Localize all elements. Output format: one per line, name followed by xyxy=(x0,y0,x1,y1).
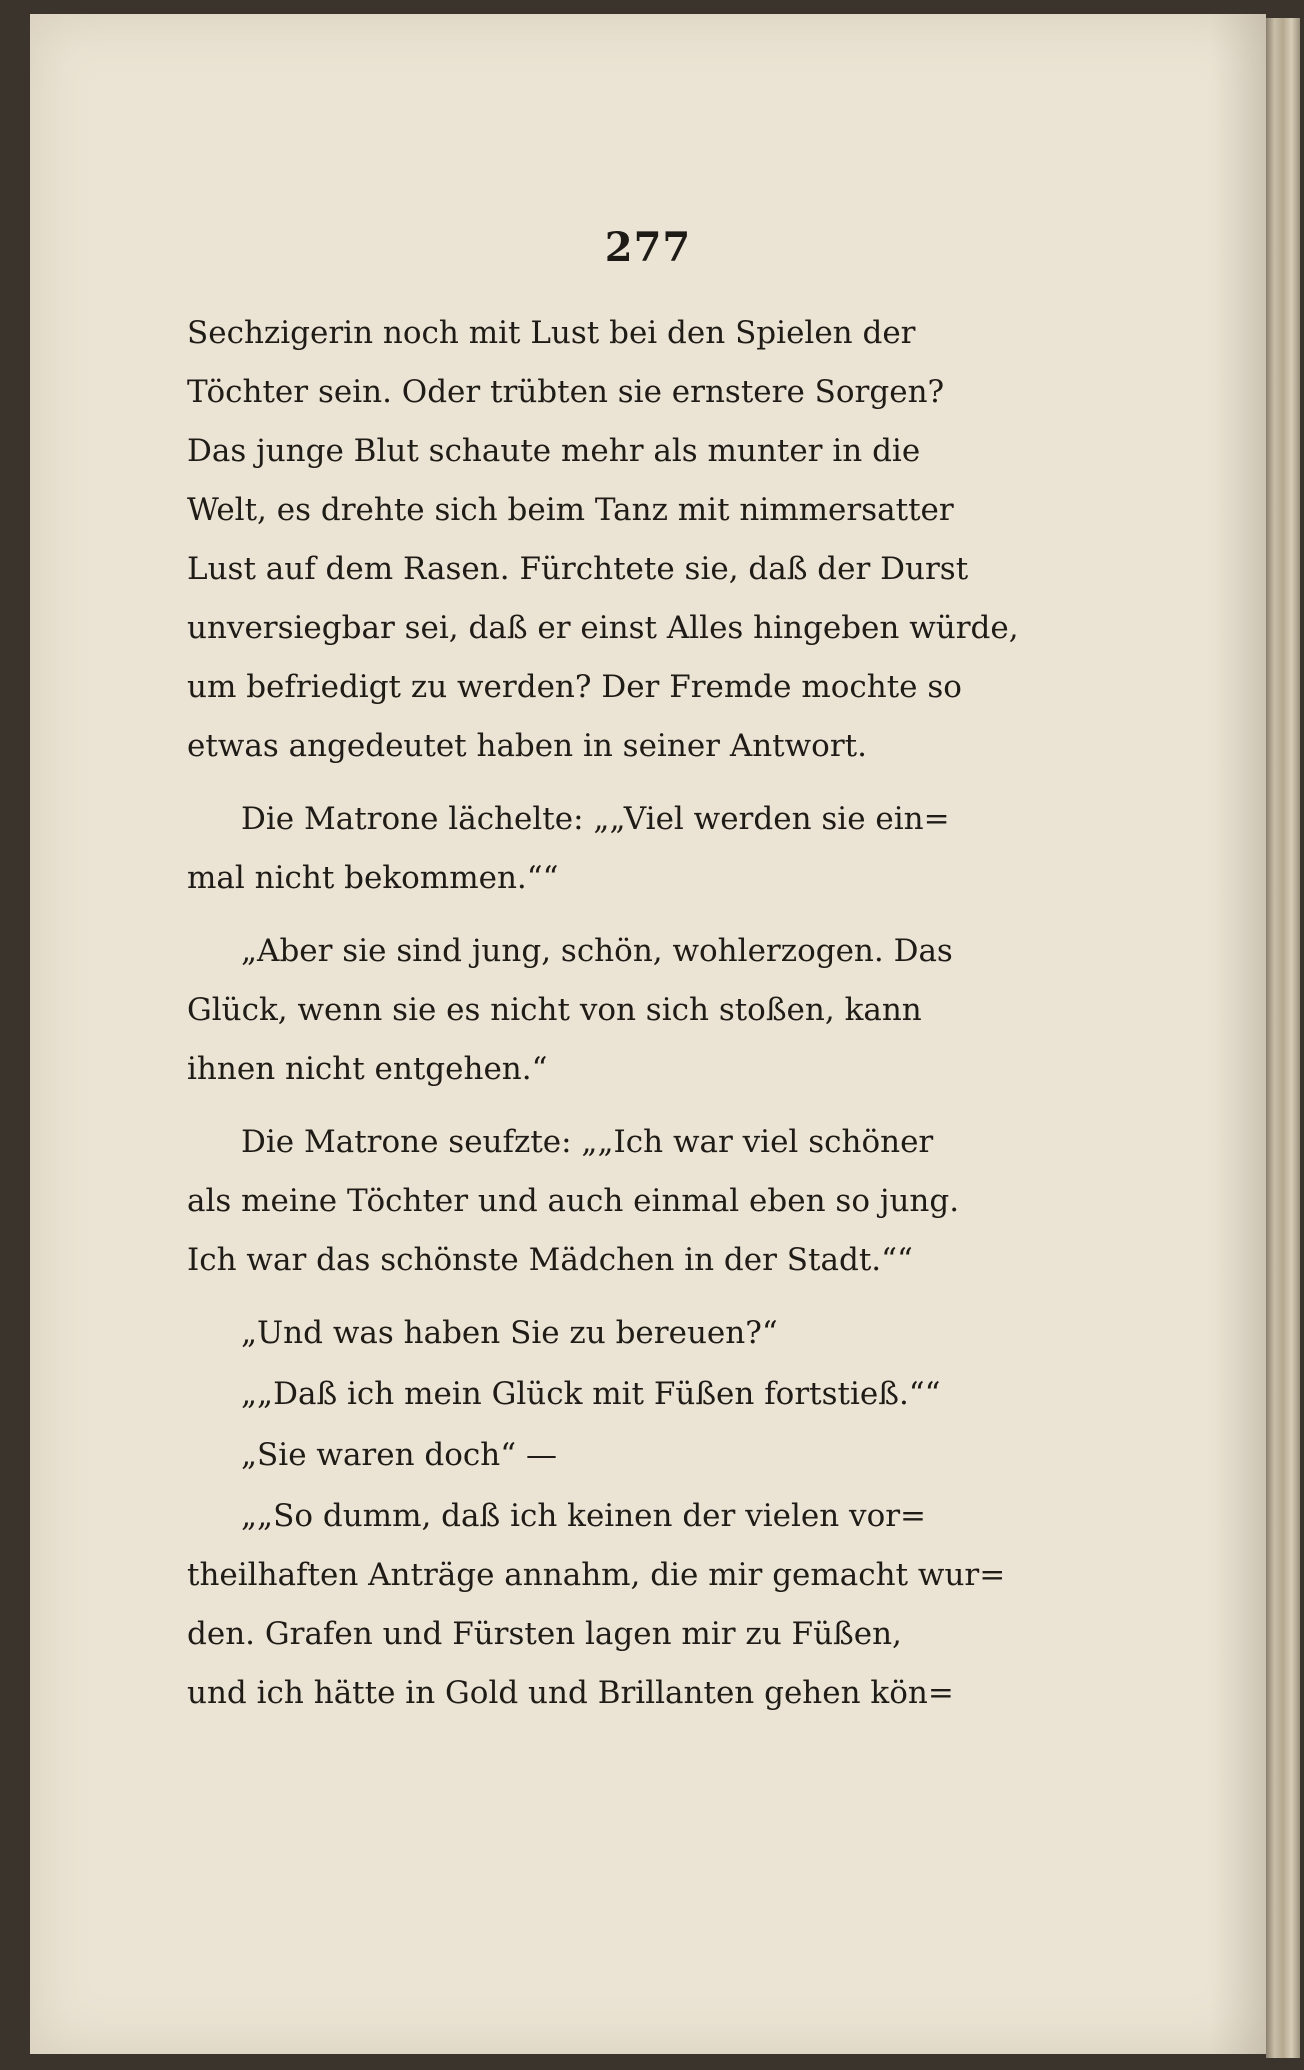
page-edge-stack xyxy=(1266,18,1300,2058)
text-line: Töchter sein. Oder trübten sie ernstere Sorgen? xyxy=(187,374,945,410)
text-line: um befriedigt zu werden? Der Fremde mochte so xyxy=(187,669,962,705)
paragraph-6 xyxy=(187,1365,1035,1424)
paragraph-5 xyxy=(187,1304,1035,1363)
page-shadow xyxy=(1210,14,1266,2054)
text-line: ihnen nicht entgehen.“ xyxy=(187,1051,548,1087)
text-line: Die Matrone lächelte: „„Viel werden sie ein= xyxy=(241,801,950,837)
book-page xyxy=(30,14,1266,2054)
page-number: 277 xyxy=(604,224,692,271)
text-line: Sechzigerin noch mit Lust bei den Spielen der xyxy=(187,315,916,351)
text-line: Welt, es drehte sich beim Tanz mit nimmersatter xyxy=(187,492,954,528)
text-line: den. Grafen und Fürsten lagen mir zu Füßen, xyxy=(187,1616,902,1652)
text-line: „Und was haben Sie zu bereuen?“ xyxy=(241,1315,778,1351)
text-line: Glück, wenn sie es nicht von sich stoßen, kann xyxy=(187,992,922,1028)
text-line: Lust auf dem Rasen. Fürchtete sie, daß der Durst xyxy=(187,551,969,587)
text-line: Die Matrone seufzte: „„Ich war viel schöner xyxy=(241,1124,934,1160)
text-line: theilhaften Anträge annahm, die mir gemacht wur= xyxy=(187,1557,1006,1593)
paragraph-2 xyxy=(187,790,1035,908)
text-line: Ich war das schönste Mädchen in der Stadt.““ xyxy=(187,1242,913,1278)
paragraph-3 xyxy=(187,922,1035,1099)
text-line: mal nicht bekommen.““ xyxy=(187,860,559,896)
paragraph-4 xyxy=(187,1113,1035,1290)
text-line: unversiegbar sei, daß er einst Alles hingeben würde, xyxy=(187,610,1019,646)
paragraph-7 xyxy=(187,1426,1035,1485)
text-line: Das junge Blut schaute mehr als munter in die xyxy=(187,433,921,469)
text-line: „Sie waren doch“ — xyxy=(241,1437,557,1473)
text-line: als meine Töchter und auch einmal eben so jung. xyxy=(187,1183,960,1219)
text-line: „Aber sie sind jung, schön, wohlerzogen. Das xyxy=(241,933,953,969)
text-line: und ich hätte in Gold und Brillanten gehen kön= xyxy=(187,1675,954,1711)
body-text xyxy=(187,304,1035,1723)
paragraph-8 xyxy=(187,1487,1035,1723)
text-line: „„Daß ich mein Glück mit Füßen fortstieß.““ xyxy=(241,1376,941,1412)
text-line: „„So dumm, daß ich keinen der vielen vor= xyxy=(241,1498,927,1534)
text-line: etwas angedeutet haben in seiner Antwort. xyxy=(187,728,867,764)
paragraph-1 xyxy=(187,304,1035,776)
